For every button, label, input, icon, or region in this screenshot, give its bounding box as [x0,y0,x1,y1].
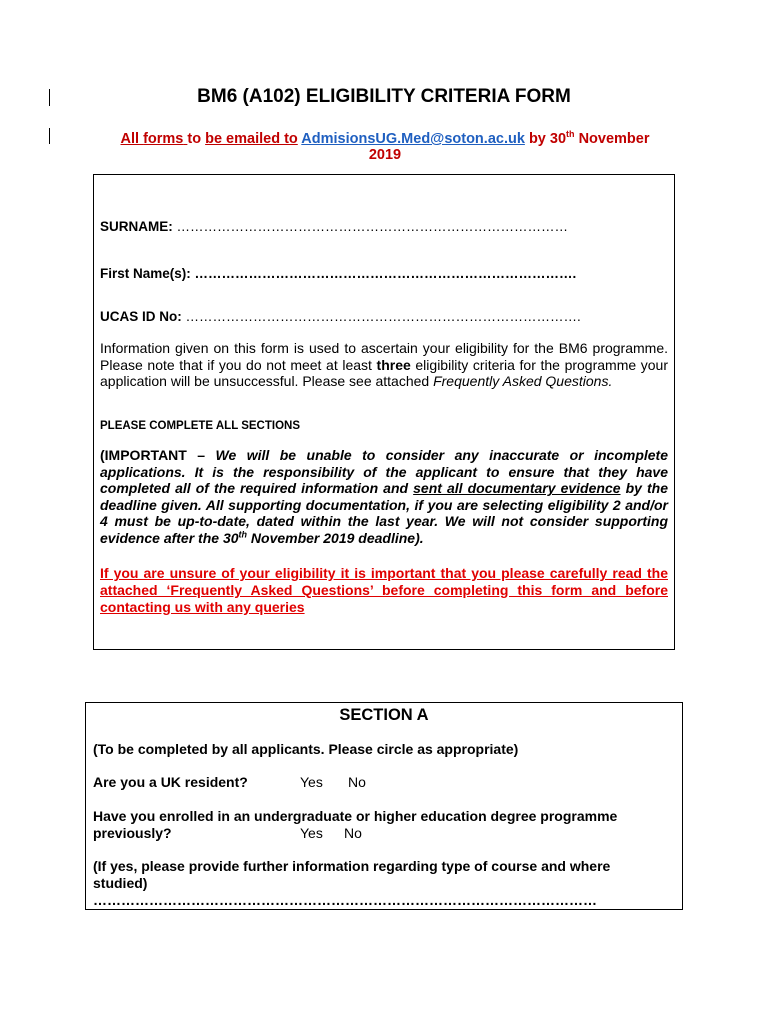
further-info-line1: (If yes, please provide further information regarding type of course and where [93,858,611,874]
info-bold: three [376,356,411,373]
surname-dots: …………………………………………………………………………… [176,219,569,234]
firstname-label: First Name(s): [100,266,191,281]
section-a-heading: SECTION A [339,706,429,724]
uk-resident-question: Are you a UK resident? [93,774,248,790]
ucas-dots: ……………………………………………………………………………. [185,309,581,324]
uk-resident-no[interactable]: No [348,774,366,790]
important-th: th [238,529,248,540]
section-a-instruction: (To be completed by all applicants. Please circle as appropriate) [93,741,519,757]
important-text-1: We will be unable to consider any inaccurate or incomplete applications. It is the responsibility of the applicant to ensure that they have completed all of the required information and [100,447,668,497]
important-notice [100,447,668,547]
sub-forms: forms [143,130,184,147]
applicant-info-box [93,174,675,650]
sub-month: November [578,130,650,147]
important-underlined: sent all documentary evidence [413,480,621,497]
enrolled-question-line1: Have you enrolled in an undergraduate or higher education degree programme [93,808,618,824]
complete-all-notice: PLEASE COMPLETE ALL SECTIONS [100,420,300,432]
section-a-box [85,702,683,910]
enrolled-yes[interactable]: Yes [300,825,323,841]
enrolled-no[interactable]: No [344,825,362,841]
sub-by: by 30 [528,130,567,147]
further-info-answer-line[interactable]: ……………………………………………………………………………………………… [93,892,597,908]
further-info-line2: studied) [93,875,148,891]
important-lead: (IMPORTANT – [100,447,216,463]
ucas-field[interactable] [100,309,581,324]
sub-to: to [187,130,202,147]
firstname-field[interactable] [100,266,576,281]
important-text-2: by the deadline given. All supporting documentation, if you are selecting eligibility 2 and/or 4 must be up-to-date, dated within the last year. We will not consider supporting evidence after the 30 [100,480,668,546]
uk-resident-yes[interactable]: Yes [300,774,323,790]
margin-mark-2 [49,128,50,144]
firstname-dots: …………………………………………………………………………. [194,266,577,281]
page-title: BM6 (A102) ELIGIBILITY CRITERIA FORM [197,86,571,107]
info-text-2: eligibility criteria for the programme your application will be unsuccessful. Please see attached [100,356,669,390]
sub-year: 2019 [368,146,402,163]
info-italic: Frequently Asked Questions. [433,373,613,390]
email-link[interactable]: AdmisionsUG.Med@soton.ac.uk [301,130,525,147]
surname-field[interactable] [100,219,568,234]
sub-emailed: be emailed to [205,130,298,147]
ucas-label: UCAS ID No: [100,309,182,324]
important-text-3: November 2019 deadline). [247,529,424,546]
surname-label: SURNAME: [100,219,173,234]
info-text-1: Information given on this form is used to ascertain your eligibility for the BM6 programme. Please note that if you do not meet at least [100,340,668,373]
enrolled-question-line2: previously? [93,825,172,841]
sub-th: th [566,129,575,139]
sub-all: All [120,130,140,147]
info-paragraph [100,340,668,390]
warning-notice: If you are unsure of your eligibility it is important that you please carefully read the attached ‘Frequently Asked Questions’ before completing this form and before contacting us with any queries [100,565,668,615]
submission-instructions [100,126,670,163]
